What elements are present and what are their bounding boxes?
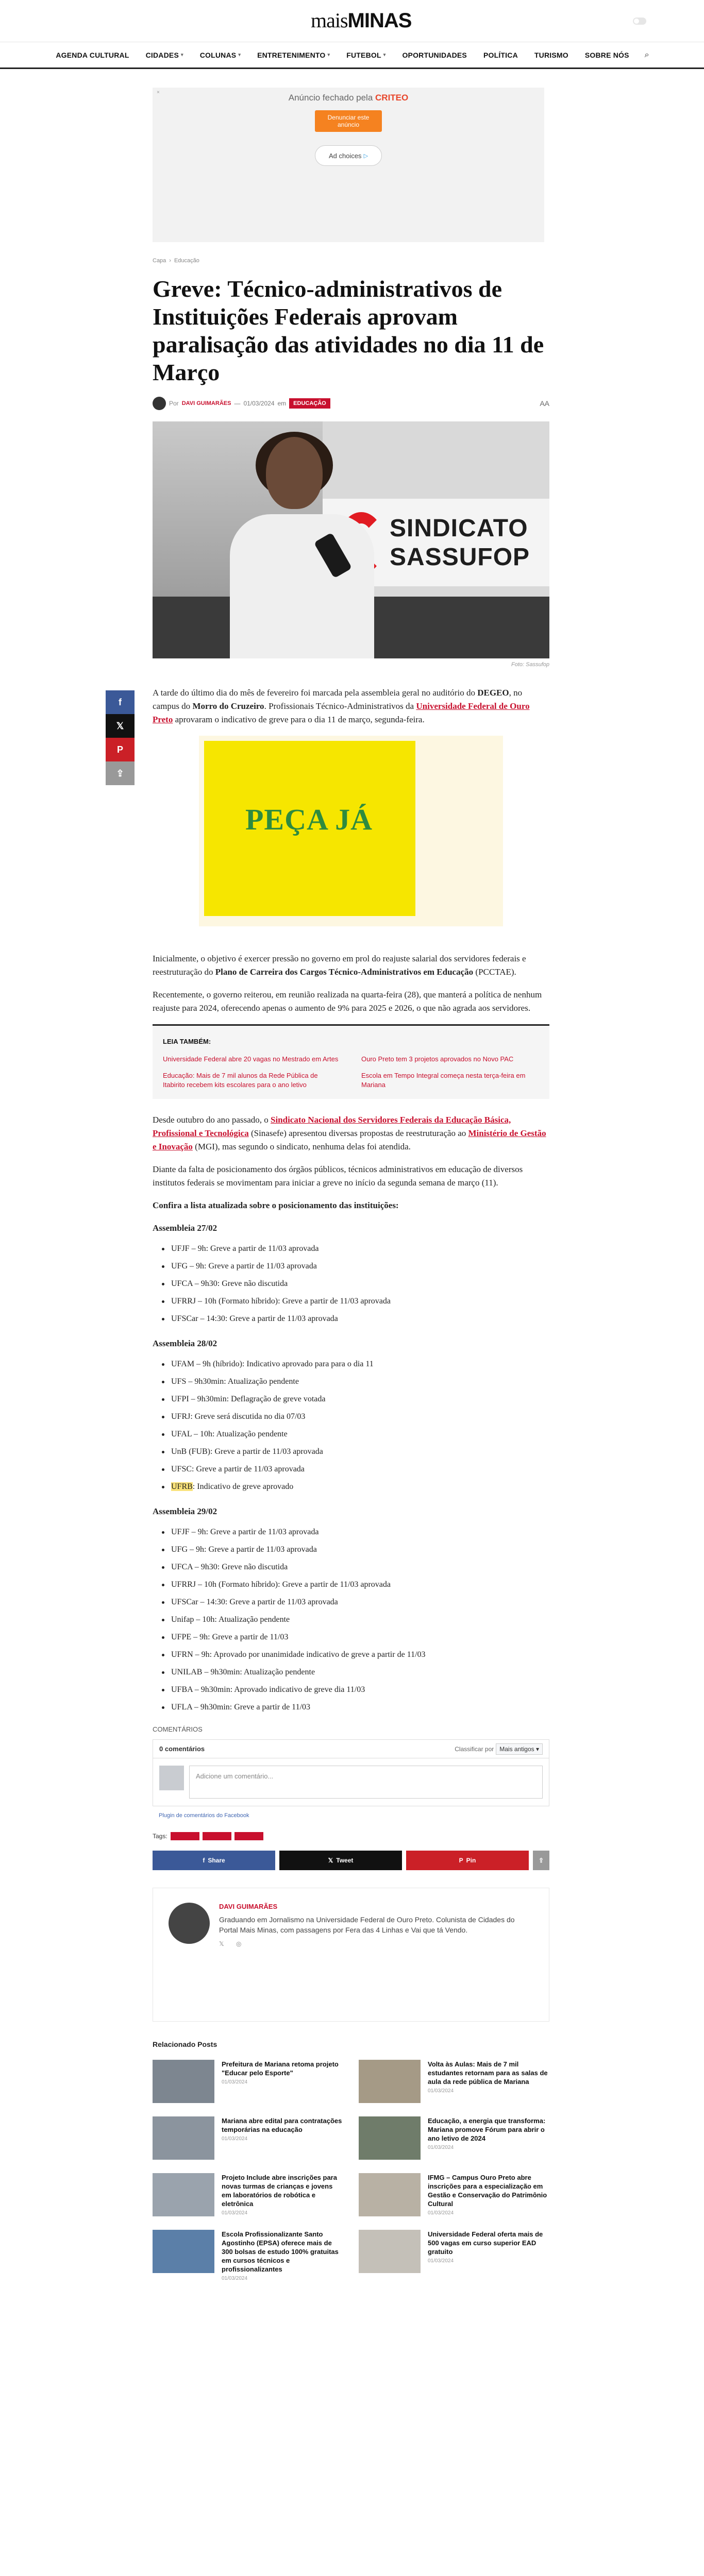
ufop-link[interactable]: Universidade Federal de Ouro Preto [153, 701, 530, 724]
list-item: UFJF – 9h: Greve a partir de 11/03 aprovada [153, 1240, 549, 1258]
list-item: UFRRJ – 10h (Formato híbrido): Greve a partir de 11/03 aprovada [153, 1576, 549, 1594]
author-avatar[interactable] [153, 397, 166, 410]
list-item: UFRB: Indicativo de greve aprovado [153, 1478, 549, 1496]
related-title-text[interactable]: Universidade Federal oferta mais de 500 vagas em curso superior EAD gratuito [428, 2230, 543, 2256]
tag-item[interactable] [234, 1832, 263, 1840]
mgi-link[interactable]: Ministério de Gestão e Inovação [153, 1128, 546, 1151]
nav-item-0[interactable]: AGENDA CULTURAL [56, 50, 129, 59]
leia-tambem-link[interactable]: Ouro Preto tem 3 projetos aprovados no Novo PAC [361, 1055, 514, 1063]
site-logo[interactable] [311, 8, 411, 32]
list-item: UNILAB – 9h30min: Atualização pendente [153, 1664, 549, 1681]
assembleia-3-list [153, 1523, 549, 1716]
related-title-text[interactable]: Mariana abre edital para contratações temporárias na educação [222, 2117, 342, 2133]
related-date: 01/03/2024 [222, 2079, 248, 2085]
related-post[interactable] [359, 2060, 549, 2103]
share-pinterest-button[interactable]: P Pin [406, 1851, 529, 1870]
nav-item-4[interactable]: FUTEBOL ▾ [346, 50, 386, 59]
comment-input[interactable]: Adicione um comentário... [189, 1766, 543, 1799]
related-date: 01/03/2024 [428, 2210, 454, 2216]
leia-tambem-link[interactable]: Universidade Federal abre 20 vagas no Mestrado em Artes [163, 1055, 339, 1063]
tag-item[interactable] [171, 1832, 199, 1840]
font-size-icon[interactable]: AA [540, 399, 549, 408]
banner-text: SINDICATO SASSUFOP [390, 515, 530, 571]
share-more-icon[interactable]: ⇪ [533, 1851, 549, 1870]
search-icon[interactable]: ⌕ [644, 50, 649, 59]
related-title-text[interactable]: IFMG – Campus Ouro Preto abre inscrições para a especialização em Gestão e Conservação do Patrimônio Cultural [428, 2174, 547, 2208]
related-thumbnail[interactable] [153, 2116, 214, 2160]
related-post[interactable] [359, 2116, 549, 2160]
related-title-text[interactable]: Escola Profissionalizante Santo Agostinho (EPSA) oferece mais de 300 bolsas de estudo 100% gratuitas em cursos técnicos e profissionalizantes [222, 2230, 339, 2273]
site-header [0, 0, 704, 42]
side-share-pinterest-icon[interactable]: P [106, 738, 135, 761]
related-post[interactable] [153, 2116, 343, 2160]
side-share-bar [106, 690, 135, 785]
related-thumbnail[interactable] [359, 2230, 421, 2273]
list-item: UFJF – 9h: Greve a partir de 11/03 aprovada [153, 1523, 549, 1541]
list-item: Unifap – 10h: Atualização pendente [153, 1611, 549, 1629]
facebook-comments [153, 1739, 549, 1806]
list-item: UFSC: Greve a partir de 11/03 aprovada [153, 1461, 549, 1478]
pinterest-icon: P [459, 1857, 463, 1864]
related-thumbnail[interactable] [153, 2173, 214, 2216]
list-item: UFS – 9h30min: Atualização pendente [153, 1373, 549, 1391]
dark-mode-toggle[interactable] [633, 18, 646, 25]
ad-slot-mid [153, 736, 549, 952]
list-item: UFAL – 10h: Atualização pendente [153, 1426, 549, 1443]
related-thumbnail[interactable] [359, 2060, 421, 2103]
list-item: UFPE – 9h: Greve a partir de 11/03 [153, 1629, 549, 1646]
ad-close-icon[interactable]: × [157, 90, 160, 95]
related-title-text[interactable]: Educação, a energia que transforma: Mariana promove Fórum para abrir o ano letivo de 2024 [428, 2117, 546, 2142]
list-item: UFLA – 9h30min: Greve a partir de 11/03 [153, 1699, 549, 1716]
nav-item-2[interactable]: COLUNAS ▾ [199, 50, 241, 59]
related-thumbnail[interactable] [359, 2173, 421, 2216]
related-title-text[interactable]: Prefeitura de Mariana retoma projeto "Educar pelo Esporte" [222, 2060, 339, 2077]
list-item: UFG – 9h: Greve a partir de 11/03 aprovada [153, 1541, 549, 1558]
comments-count: 0 comentários [159, 1745, 205, 1753]
main-nav [0, 42, 704, 69]
hero-image [153, 421, 549, 658]
related-date: 01/03/2024 [428, 2258, 454, 2264]
related-title-text[interactable]: Projeto Include abre inscrições para novas turmas de crianças e jovens em laboratórios de robótica e eletrônica [222, 2174, 337, 2208]
paragraph-3: Recentemente, o governo reiterou, em reunião realizada na quarta-feira (28), que manterá a política de nenhum reajuste para 2024, oferecendo apenas o aumento de 9% para 2025 e 2026, o que não agrada aos servidores. [153, 990, 542, 1013]
logo-text-minas: MINAS [347, 9, 412, 32]
list-item: UFCA – 9h30: Greve não discutida [153, 1558, 549, 1576]
related-thumbnail[interactable] [359, 2116, 421, 2160]
facebook-plugin-link[interactable]: Plugin de comentários do Facebook [159, 1812, 249, 1819]
related-post[interactable] [153, 2060, 343, 2103]
assembleia-3-title: Assembleia 29/02 [153, 1506, 217, 1516]
list-item: UFCA – 9h30: Greve não discutida [153, 1275, 549, 1293]
ad-peca-ja[interactable] [199, 736, 503, 926]
nav-item-1[interactable]: CIDADES ▾ [145, 50, 183, 59]
related-thumbnail[interactable] [153, 2230, 214, 2273]
share-twitter-button[interactable]: 𝕏 Tweet [279, 1851, 402, 1870]
related-date: 01/03/2024 [428, 2088, 454, 2094]
nav-item-8[interactable]: SOBRE NÓS [584, 50, 629, 59]
nav-item-6[interactable]: POLÍTICA [483, 50, 518, 59]
tag-item[interactable] [203, 1832, 231, 1840]
comments-sort: Classificar por Mais antigos ▾ [455, 1745, 543, 1753]
author-box-bio: Graduando em Jornalismo na Universidade Federal de Ouro Preto. Colunista de Cidades do Portal Mais Minas, com passagens por Fera das 4 Linhas e Vai que tá Vendo. [219, 1916, 515, 1934]
list-item: UFG – 9h: Greve a partir de 11/03 aprovada [153, 1258, 549, 1275]
ad-choices-icon: ▷ [363, 152, 368, 159]
tags-label: Tags: [153, 1833, 167, 1840]
commenter-avatar [159, 1766, 184, 1790]
bottom-share-row [153, 1851, 549, 1870]
nav-item-5[interactable]: OPORTUNIDADES [402, 50, 467, 59]
chevron-down-icon: ▾ [181, 52, 183, 57]
author-box-avatar[interactable] [169, 1903, 210, 1944]
related-date: 01/03/2024 [428, 2145, 454, 2150]
side-share-twitter-icon[interactable]: 𝕏 [106, 714, 135, 738]
author-link[interactable]: DAVI GUIMARÃES [181, 400, 231, 406]
article-body [153, 686, 549, 1716]
leia-tambem-title: LEIA TAMBÉM: [163, 1038, 211, 1045]
author-box [153, 1888, 549, 2022]
ad-top [153, 88, 544, 242]
paragraph-5: Diante da falta de posicionamento dos órgãos públicos, técnicos administrativos em educação de diversos institutos federais se movimentam para iniciar a greve no início da segunda semana de março (11). [153, 1164, 523, 1188]
paragraph-1: A tarde do último dia do mês de fevereiro foi marcada pela assembleia geral no auditório do DEGEO, no campus do Morro do Cruzeiro. Profissionais Técnico-Administrativos da Universidade Federal de Ouro Preto aprovaram o indicativo de greve para o dia 11 de março, segunda-feira. [153, 688, 530, 724]
list-item: UFSCar – 14:30: Greve a partir de 11/03 aprovada [153, 1310, 549, 1328]
nav-item-3[interactable]: ENTRETENIMENTO ▾ [257, 50, 330, 59]
list-item: UFBA – 9h30min: Aprovado indicativo de greve dia 11/03 [153, 1681, 549, 1699]
leia-tambem-link[interactable]: Educação: Mais de 7 mil alunos da Rede Pública de Itabirito recebem kits escolares para o ano letivo [163, 1072, 318, 1089]
list-item: UnB (FUB): Greve a partir de 11/03 aprovada [153, 1443, 549, 1461]
leia-tambem-box [153, 1024, 549, 1099]
list-item: UFPI – 9h30min: Deflagração de greve votada [153, 1391, 549, 1408]
related-thumbnail[interactable] [153, 2060, 214, 2103]
tags-row [153, 1832, 549, 1840]
related-title-text[interactable]: Volta às Aulas: Mais de 7 mil estudantes retornam para as salas de aula da rede pública de Mariana [428, 2060, 548, 2086]
comments-sort-select[interactable]: Mais antigos ▾ [496, 1743, 543, 1755]
comments-label: COMENTÁRIOS [153, 1725, 203, 1733]
related-post[interactable] [153, 2230, 343, 2281]
facebook-icon: f [203, 1857, 205, 1864]
paragraph-4: Desde outubro do ano passado, o Sindicato Nacional dos Servidores Federais da Educação Básica, Profissional e Tecnológica (Sinasefe) apresentou diversas propostas de reestruturação ao Ministério de Gestão e Inovação (MGI), mas segundo o sindicato, nenhuma delas foi atendida. [153, 1115, 546, 1151]
list-item: UFSCar – 14:30: Greve a partir de 11/03 aprovada [153, 1594, 549, 1611]
assembleia-1-list [153, 1240, 549, 1328]
list-item: UFAM – 9h (híbrido): Indicativo aprovado para para o dia 11 [153, 1355, 549, 1373]
breadcrumb-separator-icon: › [169, 258, 171, 264]
paragraph-2: Inicialmente, o objetivo é exercer pressão no governo em prol do reajuste salarial dos servidores federais e reestruturação do Plano de Carreira dos Cargos Técnico-Administrativos em Educação (PCCTAE). [153, 954, 526, 977]
byline-prefix: Por [169, 400, 179, 407]
chevron-down-icon: ▾ [238, 52, 241, 57]
assembleia-2-list [153, 1355, 549, 1496]
ad-choices-button[interactable]: Ad choices ▷ [315, 145, 382, 166]
breadcrumb-home[interactable]: Capa [153, 258, 166, 264]
assembleia-1-title: Assembleia 27/02 [153, 1223, 217, 1233]
logo-text-mais: mais [311, 9, 348, 32]
ad-report-button[interactable]: Denunciar este anúncio [315, 110, 382, 132]
article-date: 01/03/2024 [243, 400, 275, 407]
side-share-more-icon[interactable]: ⇪ [106, 761, 135, 785]
nav-item-7[interactable]: TURISMO [534, 50, 568, 59]
related-date: 01/03/2024 [222, 2136, 248, 2142]
related-post[interactable] [359, 2173, 549, 2216]
share-facebook-button[interactable]: f Share [153, 1851, 275, 1870]
image-caption: Foto: Sassufop [511, 662, 549, 668]
article [153, 258, 549, 2281]
meta-em: em [277, 400, 287, 407]
side-share-facebook-icon[interactable]: f [106, 690, 135, 714]
article-title: Greve: Técnico-administrativos de Instituições Federais aprovam paralisação das atividades no dia 11 de Março [153, 276, 544, 385]
breadcrumb-section[interactable]: Educação [174, 258, 199, 264]
chevron-down-icon: ▾ [327, 52, 330, 57]
paragraph-6: Confira a lista atualizada sobre o posicionamento das instituições: [153, 1200, 399, 1210]
speaker-figure [230, 437, 364, 658]
related-post[interactable] [153, 2173, 343, 2216]
list-item: UFRJ: Greve será discutida no dia 07/03 [153, 1408, 549, 1426]
chevron-down-icon: ▾ [383, 52, 386, 57]
related-title: Relacionado Posts [153, 2040, 217, 2048]
category-badge[interactable]: EDUCAÇÃO [289, 398, 330, 409]
related-date: 01/03/2024 [222, 2210, 248, 2216]
related-date: 01/03/2024 [222, 2276, 248, 2281]
list-item: UFRRJ – 10h (Formato híbrido): Greve a partir de 11/03 aprovada [153, 1293, 549, 1310]
sinasefe-link[interactable]: Sindicato Nacional dos Servidores Federais da Educação Básica, Profissional e Tecnológica [153, 1115, 511, 1138]
leia-tambem-link[interactable]: Escola em Tempo Integral começa nesta terça-feira em Mariana [361, 1072, 526, 1089]
twitter-icon: 𝕏 [328, 1857, 333, 1864]
ad-peca-text: PEÇA JÁ [245, 803, 373, 836]
related-post[interactable] [359, 2230, 549, 2281]
author-box-name[interactable]: DAVI GUIMARÃES [219, 1903, 278, 1910]
breadcrumb [153, 258, 549, 264]
assembleia-2-title: Assembleia 28/02 [153, 1338, 217, 1348]
article-meta [153, 397, 549, 410]
meta-dash: — [234, 400, 241, 407]
list-item: UFRN – 9h: Aprovado por unanimidade indicativo de greve a partir de 11/03 [153, 1646, 549, 1664]
related-posts [153, 2060, 549, 2281]
author-social-icons[interactable]: 𝕏 ◎ [219, 1940, 247, 1947]
ad-title: Anúncio fechado pela CRITEO [288, 93, 409, 103]
